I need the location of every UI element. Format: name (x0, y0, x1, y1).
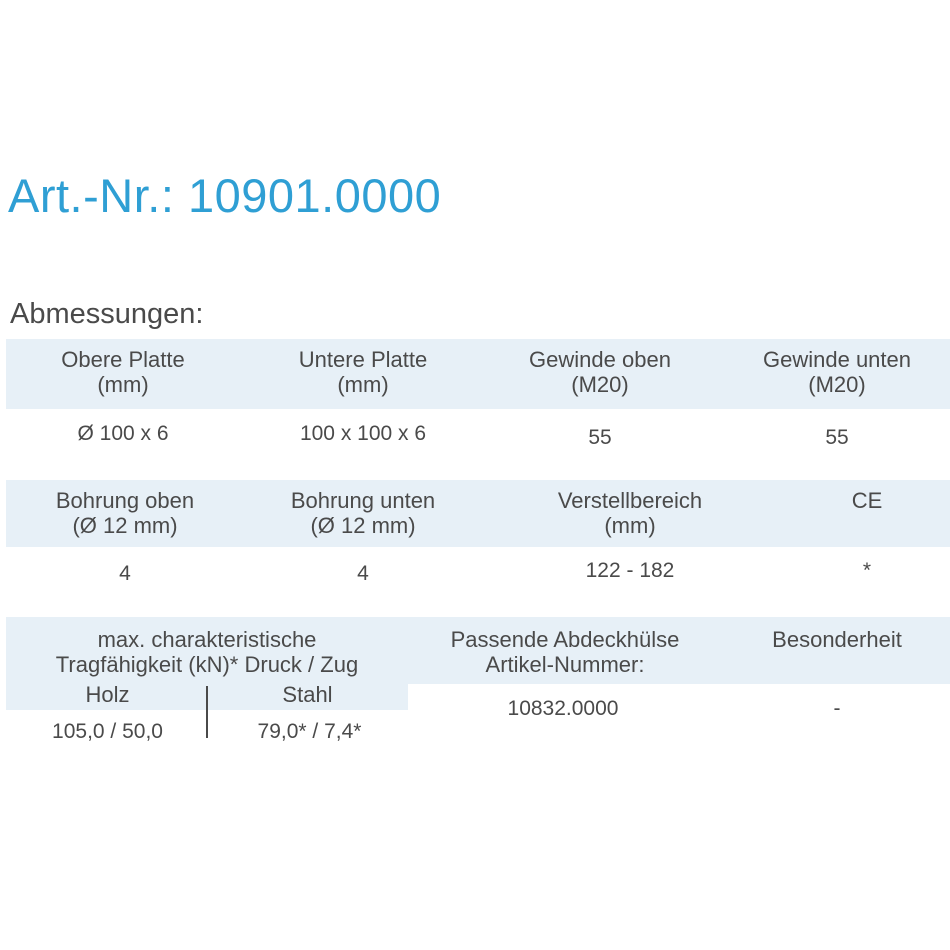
table2-header-bohrung-oben: Bohrung oben (Ø 12 mm) (55, 488, 195, 538)
table2-value-bohrung-unten: 4 (357, 562, 369, 585)
table3-value-stahl: 79,0* / 7,4* (257, 720, 362, 743)
table1-value-obere-platte: Ø 100 x 6 (77, 422, 169, 445)
table3-header-capacity: max. charakteristische Tragfähigkeit (kN)* Druck / Zug (55, 627, 359, 677)
table1-header-gewinde-oben: Gewinde oben (M20) (529, 347, 671, 397)
table2-header-ce: CE (851, 488, 883, 513)
table2-value-verstellbereich: 122 - 182 (585, 559, 675, 582)
table2-value-bohrung-oben: 4 (119, 562, 131, 585)
table2-header-bohrung-unten: Bohrung unten (Ø 12 mm) (290, 488, 436, 538)
table1-header-gewinde-unten: Gewinde unten (M20) (763, 347, 911, 397)
table2-value-ce: * (862, 559, 872, 582)
table3-column-separator (206, 686, 208, 738)
table3-value-besonderheit: - (833, 697, 841, 720)
table3-value-abdeckhuelse: 10832.0000 (507, 697, 619, 720)
article-number-title: Art.-Nr.: 10901.0000 (8, 169, 442, 222)
section-label-dimensions: Abmessungen: (10, 298, 204, 330)
table3-subheader-stahl: Stahl (282, 682, 333, 707)
table2-header-verstellbereich: Verstellbereich (mm) (557, 488, 703, 538)
table1-value-gewinde-oben: 55 (588, 426, 612, 449)
table1-value-gewinde-unten: 55 (825, 426, 849, 449)
table3-header-abdeckhuelse: Passende Abdeckhülse Artikel-Nummer: (450, 627, 680, 677)
table1-header-obere-platte: Obere Platte (mm) (61, 347, 185, 397)
table1-header-untere-platte: Untere Platte (mm) (298, 347, 428, 397)
table3-header-besonderheit: Besonderheit (772, 627, 902, 652)
table3-subheader-holz: Holz (85, 682, 130, 707)
table1-value-untere-platte: 100 x 100 x 6 (299, 422, 427, 445)
table3-value-holz: 105,0 / 50,0 (52, 720, 163, 743)
